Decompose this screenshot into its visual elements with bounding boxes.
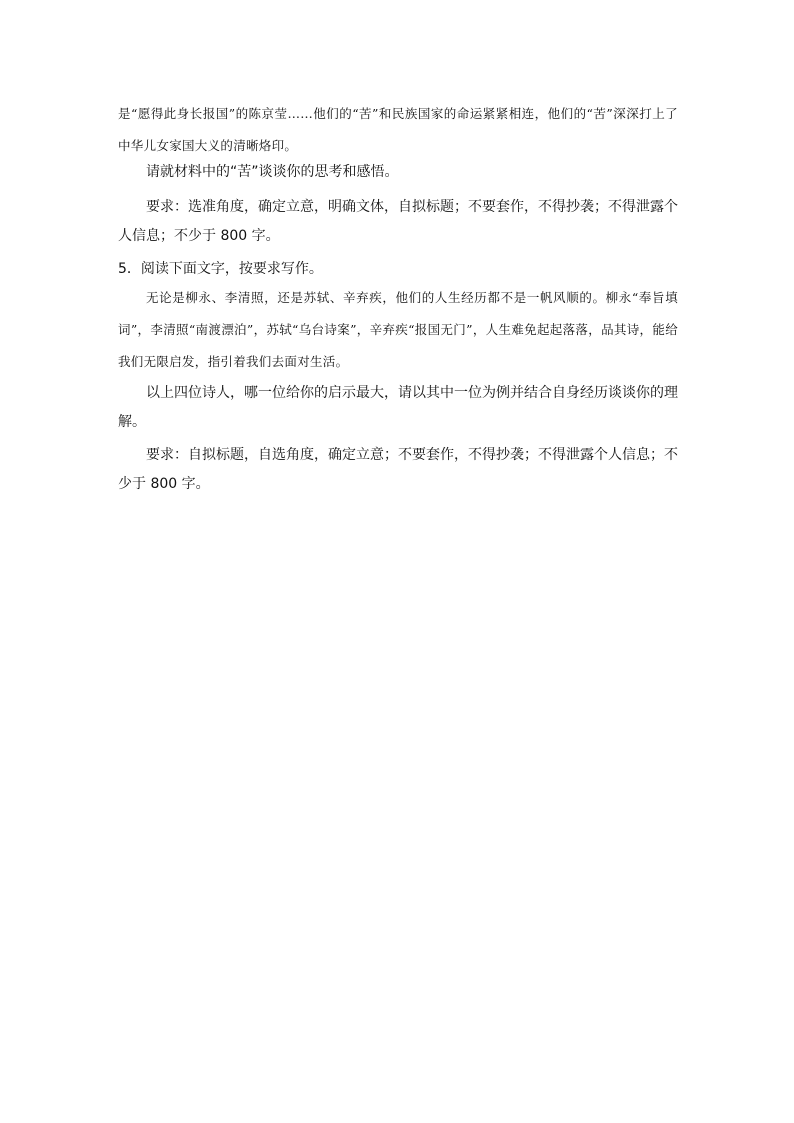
prompt-instruction: 请就材料中的“苦”谈谈你的思考和感悟。 <box>146 164 399 180</box>
question-5-heading: 5．阅读下面文字，按要求写作。 <box>118 261 323 277</box>
question-5-material: 无论是柳永、李清照，还是苏轼、辛弃疾，他们的人生经历都不是一帆风顺的。柳永“奉旨填词”，李清照“南渡漂泊”，苏轼“乌台诗案”，辛弃疾“报国无门”，人生难免起起落落，品其诗，能给我们无限启发，指引着我们去面对生活。 <box>118 290 678 369</box>
question-5-requirements: 要求：自拟标题，自选角度，确定立意；不要套作，不得抄袭；不得泄露个人信息；不少于 800 字。 <box>118 447 678 492</box>
question-5-instruction: 以上四位诗人，哪一位给你的启示最大，请以其中一位为例并结合自身经历谈谈你的理解。 <box>118 385 678 430</box>
prompt-requirements: 要求：选准角度，确定立意，明确文体，自拟标题；不要套作，不得抄袭；不得泄露个人信息；不少于 800 字。 <box>118 199 678 244</box>
material-continuation: 是“愿得此身长报国”的陈京莹……他们的“苦”和民族国家的命运紧紧相连，他们的“苦”深深打上了中华儿女家国大义的清晰烙印。 <box>118 106 678 153</box>
